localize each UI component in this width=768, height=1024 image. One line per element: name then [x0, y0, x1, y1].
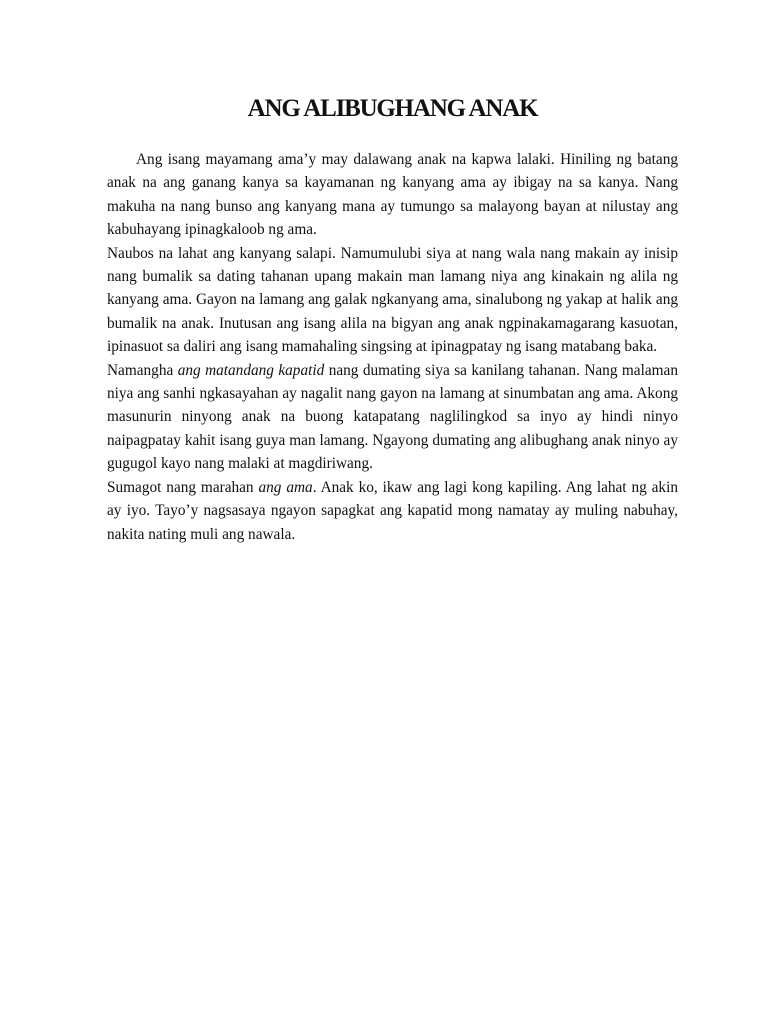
paragraph-text: . Anak ko, ikaw ang lagi kong kapiling. Ang lahat ng akin ay iyo. Tayo’y nagsasaya ngayon sapagkat ang kapatid mong namatay ay muling nabuhay, nakita nating muli ang nawala.	[107, 478, 678, 543]
paragraph-text: Naubos na lahat ang kanyang salapi. Namumulubi siya at nang wala nang makain ay inisip nang bumalik sa dating tahanan upang makain man lamang niya ang kinakain ng alila ng kanyang ama. Gayon na lamang ang galak ngkanyang ama, sinalubong ng yakap at halik ang bumalik na anak. Inutusan ang isang alila na bigyan ang anak ngpinakamagarang kasuotan, ipinasuot sa daliri ang isang mamahaling singsing at ipinagpatay ng isang matabang baka.	[107, 244, 678, 356]
paragraph-4	[107, 476, 678, 546]
document-title: ANG ALIBUGHANG ANAK	[247, 95, 538, 122]
paragraph-3	[107, 359, 678, 476]
paragraph-text: nang dumating siya sa kanilang tahanan. Nang malaman niya ang sanhi ngkasayahan ay nagalit nang gayon na lamang at sinumbatan ang ama. Akong masunurin ninyong anak na buong katapatang naglilingkod sa inyo ay hindi ninyo naipagpatay kahit isang guya man lamang. Ngayong dumating ang alibughang anak ninyo ay gugugol kayo nang malaki at magdiriwang.	[107, 361, 678, 473]
paragraph-text: Namangha	[107, 361, 178, 379]
paragraph-1	[107, 148, 678, 242]
paragraph-text: Sumagot nang marahan	[107, 478, 259, 496]
italic-phrase: ang ama	[258, 478, 313, 496]
document-page	[107, 92, 678, 546]
italic-phrase: ang matandang kapatid	[177, 361, 325, 379]
paragraph-2	[107, 242, 678, 359]
paragraph-text: Ang isang mayamang ama’y may dalawang anak na kapwa lalaki. Hiniling ng batang anak na ang ganang kanya sa kayamanan ng kanyang ama ay ibigay na sa kanya. Nang makuha na nang bunso ang kanyang mana ay tumungo sa malayong bayan at nilustay ang kabuhayang ipinagkaloob ng ama.	[107, 151, 678, 239]
